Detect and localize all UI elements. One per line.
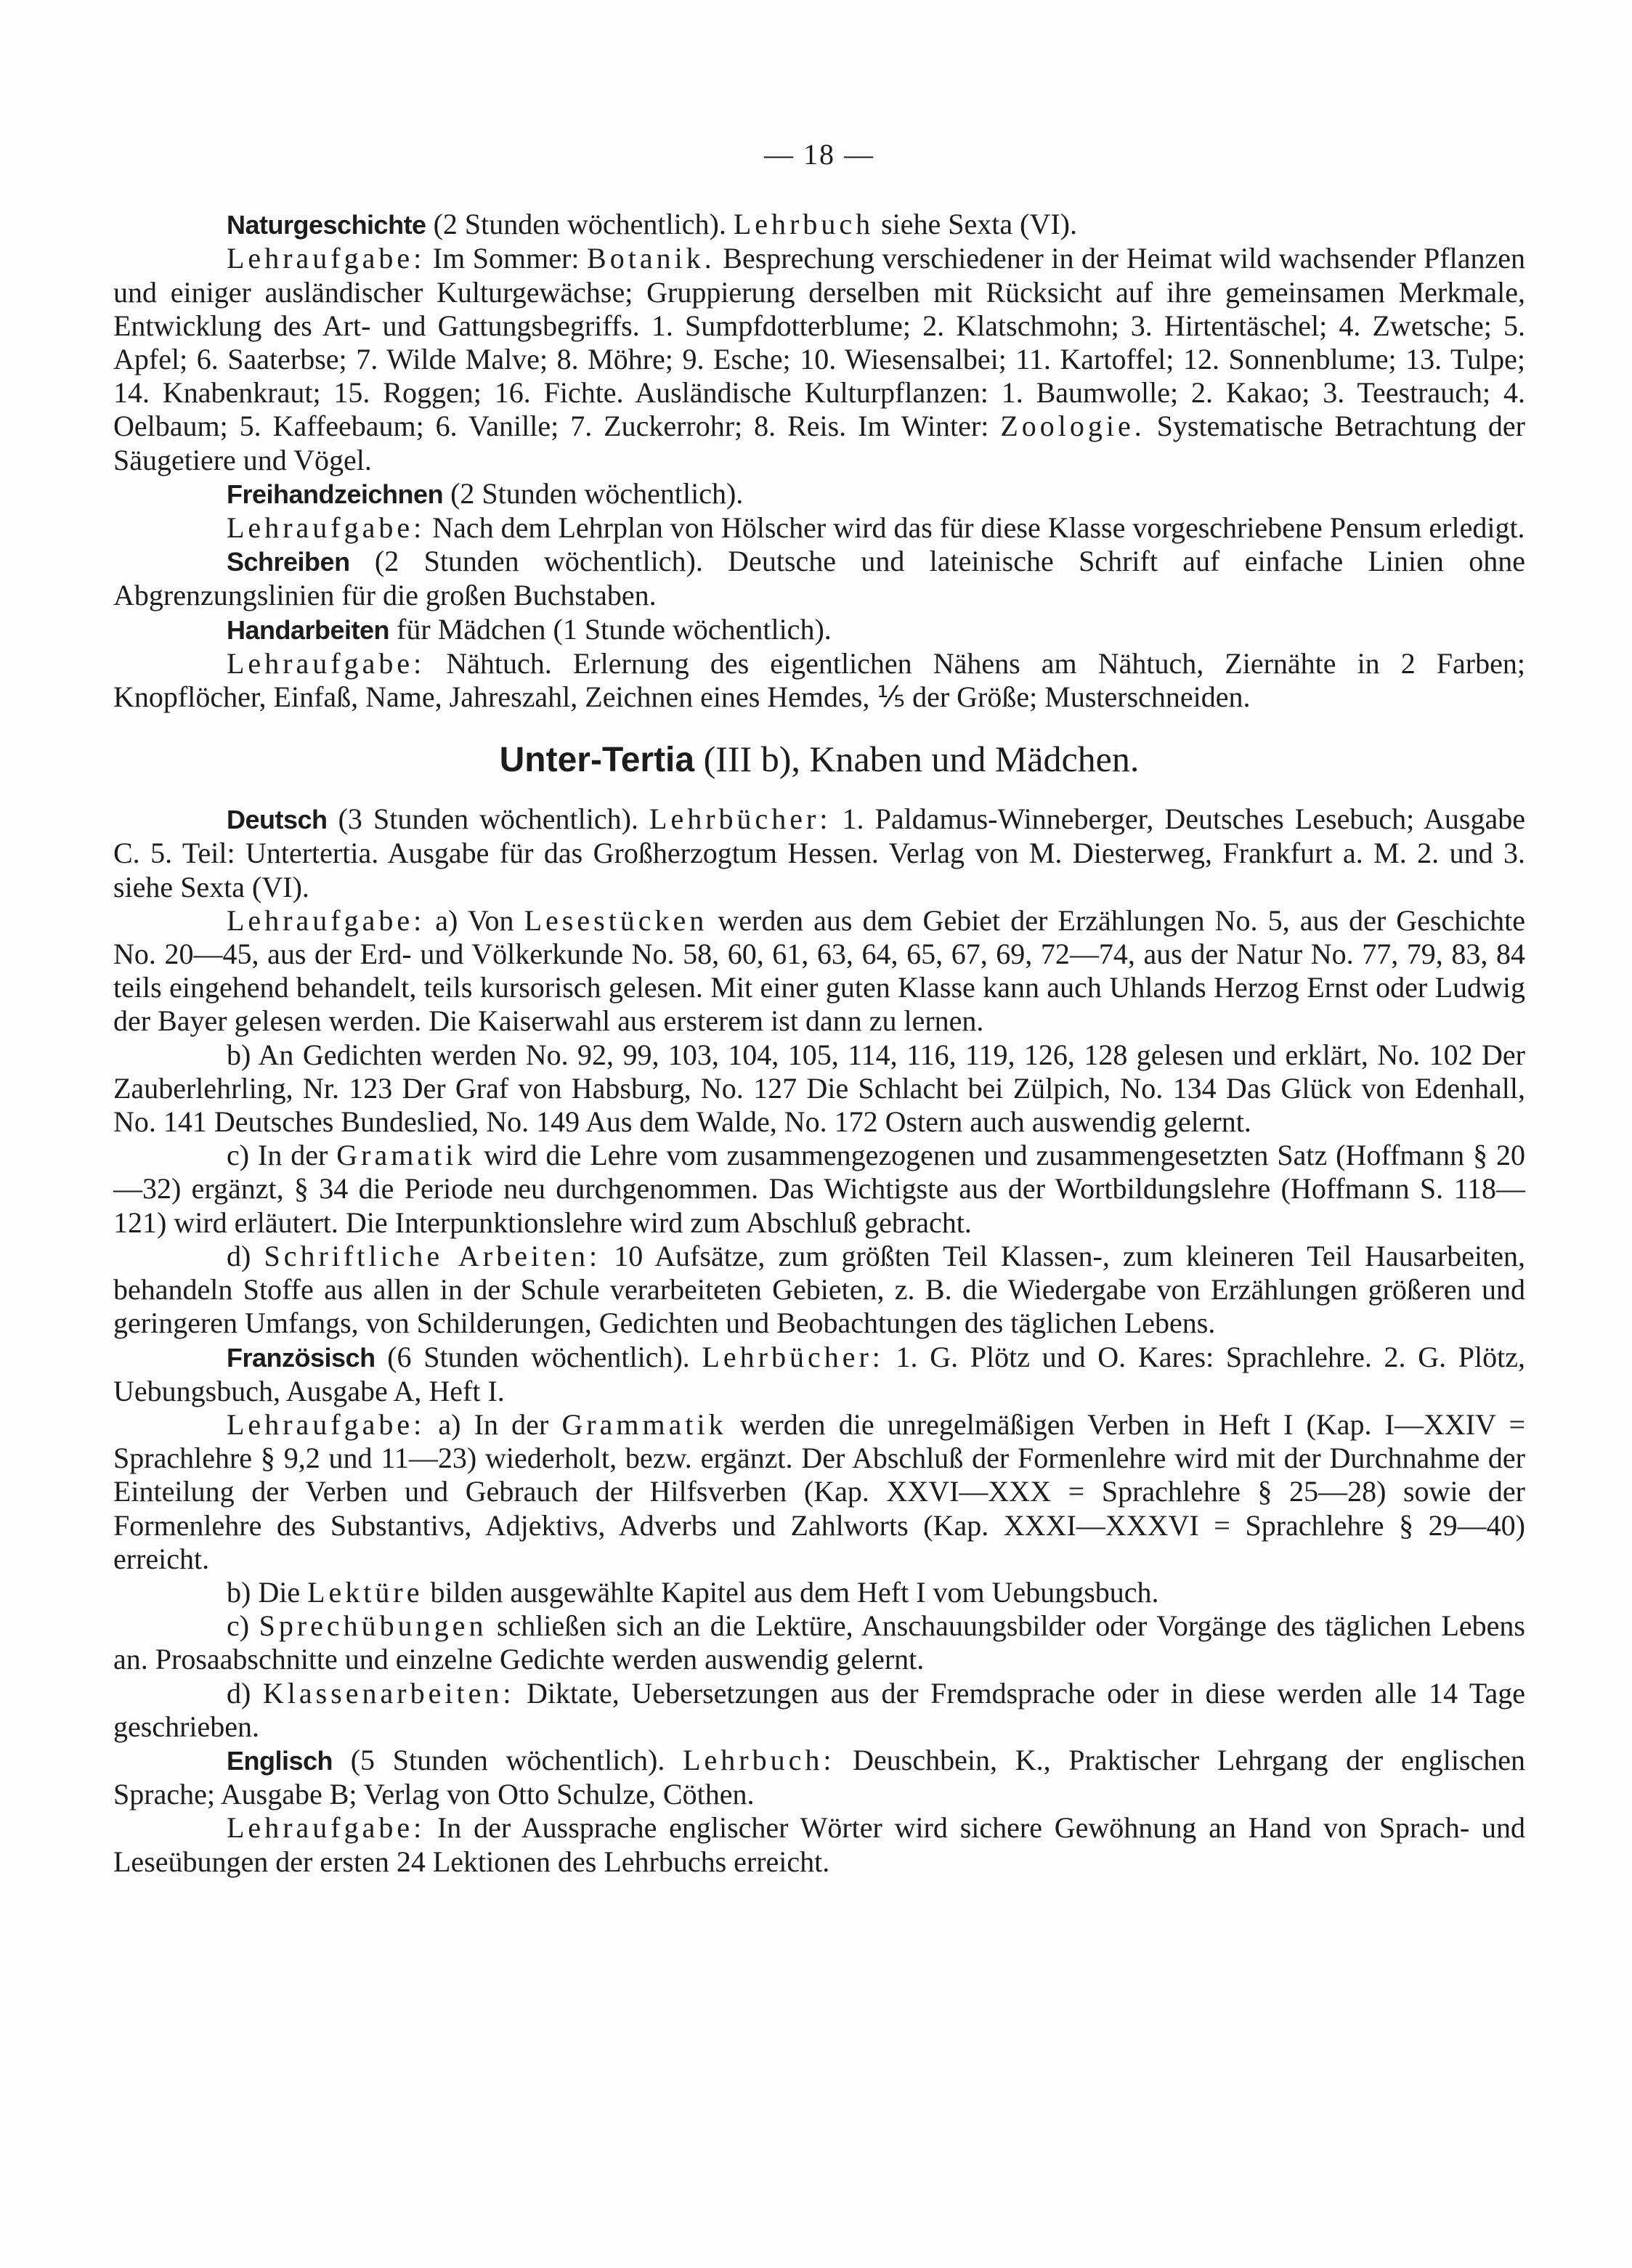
paragraph-deutsch-b: b) An Gedichten werden No. 92, 99, 103, 104, 105, 114, 116, 119, 126, 128 gelesen und erklärt, No. 102 Der Zauberlehrling, Nr. 123 Der Graf von Habsburg, No. 127 Die Schlacht bei Zülpich, No. 134 Das Glück von Edenhall, No. 141 Deutsches Bundeslied, No. 149 Aus dem Walde, No. 172 Ostern auch auswendig gelernt.	[113, 1038, 1525, 1139]
paragraph-franzoesisch-heading: Französisch (6 Stunden wöchentlich). Lehrbücher: 1. G. Plötz und O. Kares: Sprachlehre. 2. G. Plötz, Uebungsbuch, Ausgabe A, Heft I.	[113, 1340, 1525, 1407]
document-page	[113, 138, 1525, 1879]
section-unter-tertia	[113, 802, 1525, 1879]
section-title-sub: (III b), Knaben und Mädchen.	[694, 739, 1140, 780]
paragraph-schreiben: Schreiben (2 Stunden wöchentlich). Deutsche und lateinische Schrift auf einfache Linien ohne Abgrenzungslinien für die großen Buchstaben.	[113, 545, 1525, 612]
paragraph-deutsch-heading: Deutsch (3 Stunden wöchentlich). Lehrbücher: 1. Paldamus-Winneberger, Deutsches Lesebuch; Ausgabe C. 5. Teil: Untertertia. Ausgabe für das Großherzogtum Hessen. Verlag von M. Diesterweg, Frankfurt a. M. 2. und 3. siehe Sexta (VI).	[113, 802, 1525, 903]
paragraph-deutsch-d: d) Schriftliche Arbeiten: 10 Aufsätze, zum größten Teil Klassen-, zum kleineren Teil Hausarbeiten, behandeln Stoffe aus allen in der Schule verarbeiteten Gebieten, z. B. die Wiedergabe von Erzählungen größeren und geringeren Umfangs, von Schilderungen, Gedichten und Beobachtungen des täglichen Lebens.	[113, 1239, 1525, 1340]
paragraph-franzoesisch-a: Lehraufgabe: a) In der Grammatik werden die unregelmäßigen Verben in Heft I (Kap. I—XXIV = Sprachlehre § 9,2 und 11—23) wiederholt, bezw. ergänzt. Der Abschluß der Formenlehre wird mit der Durchnahme der Einteilung der Verben und Gebrauch der Hilfsverben (Kap. XXVI—XXX = Sprachlehre § 25—28) sowie der Formenlehre des Substantivs, Adjektivs, Adverbs und Zahlworts (Kap. XXXI—XXXVI = Sprachlehre § 29—40) erreicht.	[113, 1407, 1525, 1575]
paragraph-naturgeschichte-heading: Naturgeschichte (2 Stunden wöchentlich). Lehrbuch siehe Sexta (VI).	[227, 208, 1077, 241]
subject-title: Englisch	[227, 1745, 333, 1776]
paragraph-deutsch-c: c) In der Gramatik wird die Lehre vom zusammengezogenen und zusammengesetzten Satz (Hoffmann § 20—32) ergänzt, § 34 die Periode neu durchgenommen. Das Wichtigste aus der Wortbildungslehre (Hoffmann S. 118—121) wird erläutert. Die Interpunktionslehre wird zum Abschluß gebracht.	[113, 1139, 1525, 1239]
subject-title: Französisch	[227, 1342, 375, 1373]
paragraph-freihandzeichnen-heading: Freihandzeichnen (2 Stunden wöchentlich).	[227, 476, 744, 510]
section-sexta-continued	[113, 208, 1525, 714]
subject-title: Freihandzeichnen	[227, 479, 444, 509]
paragraph-englisch-heading: Englisch (5 Stunden wöchentlich). Lehrbuch: Deuschbein, K., Praktischer Lehrgang der englischen Sprache; Ausgabe B; Verlag von Otto Schulze, Cöthen.	[113, 1743, 1526, 1811]
subject-title: Deutsch	[227, 805, 328, 835]
paragraph-franzoesisch-c: c) Sprechübungen schließen sich an die Lektüre, Anschauungsbilder oder Vorgänge des täglichen Lebens an. Prosaabschnitte und einzelne Gedichte werden auswendig gelernt.	[113, 1609, 1525, 1676]
paragraph-franzoesisch-d: d) Klassenarbeiten: Diktate, Uebersetzungen aus der Fremdsprache oder in diese werden alle 14 Tage geschrieben.	[113, 1676, 1525, 1743]
paragraph-naturgeschichte-lehraufgabe: Lehraufgabe: Im Sommer: Botanik. Besprechung verschiedener in der Heimat wild wachsender Pflanzen und einiger ausländischer Kulturgewächse; Gruppierung derselben mit Rücksicht auf ihre gemeinsamen Merkmale, Entwicklung des Art- und Gattungsbegriffs. 1. Sumpfdotterblume; 2. Klatschmohn; 3. Hirtentäschel; 4. Zwetsche; 5. Apfel; 6. Saaterbse; 7. Wilde Malve; 8. Möhre; 9. Esche; 10. Wiesensalbei; 11. Kartoffel; 12. Sonnenblume; 13. Tulpe; 14. Knabenkraut; 15. Roggen; 16. Fichte. Ausländische Kulturpflanzen: 1. Baumwolle; 2. Kakao; 3. Teestrauch; 4. Oelbaum; 5. Kaffeebaum; 6. Vanille; 7. Zuckerrohr; 8. Reis. Im Winter: Zoologie. Systematische Betrachtung der Säugetiere und Vögel.	[113, 242, 1526, 476]
paragraph-handarbeiten-heading: Handarbeiten für Mädchen (1 Stunde wöchentlich).	[227, 612, 832, 646]
section-heading	[113, 739, 1525, 781]
paragraph-handarbeiten-lehraufgabe: Lehraufgabe: Nähtuch. Erlernung des eigentlichen Nähens am Nähtuch, Ziernähte in 2 Farben; Knopflöcher, Einfaß, Name, Jahreszahl, Zeichnen eines Hemdes, ⅕ der Größe; Musterschneiden.	[113, 646, 1525, 714]
paragraph-englisch-lehraufgabe: Lehraufgabe: In der Aussprache englischer Wörter wird sichere Gewöhnung an Hand von Sprach- und Leseübungen der ersten 24 Lektionen des Lehrbuchs erreicht.	[113, 1811, 1525, 1878]
subject-title: Naturgeschichte	[227, 210, 426, 240]
paragraph-franzoesisch-b: b) Die Lektüre bilden ausgewählte Kapitel aus dem Heft I vom Uebungsbuch.	[227, 1575, 1159, 1609]
paragraph-freihandzeichnen-lehraufgabe: Lehraufgabe: Nach dem Lehrplan von Hölscher wird das für diese Klasse vorgeschriebene Pensum erledigt.	[227, 511, 1525, 545]
paragraph-deutsch-a: Lehraufgabe: a) Von Lesestücken werden aus dem Gebiet der Erzählungen No. 5, aus der Geschichte No. 20—45, aus der Erd- und Völkerkunde No. 58, 60, 61, 63, 64, 65, 67, 69, 72—74, aus der Natur No. 77, 79, 83, 84 teils eingehend behandelt, teils kursorisch gelesen. Mit einer guten Klasse kann auch Uhlands Herzog Ernst oder Ludwig der Bayer gelesen werden. Die Kaiserwahl aus ersterem ist dann zu lernen.	[113, 903, 1526, 1038]
section-title-main: Unter-Tertia	[499, 741, 695, 780]
subject-title: Handarbeiten	[227, 614, 390, 645]
subject-title: Schreiben	[227, 547, 350, 577]
page-number: — 18 —	[764, 138, 874, 171]
